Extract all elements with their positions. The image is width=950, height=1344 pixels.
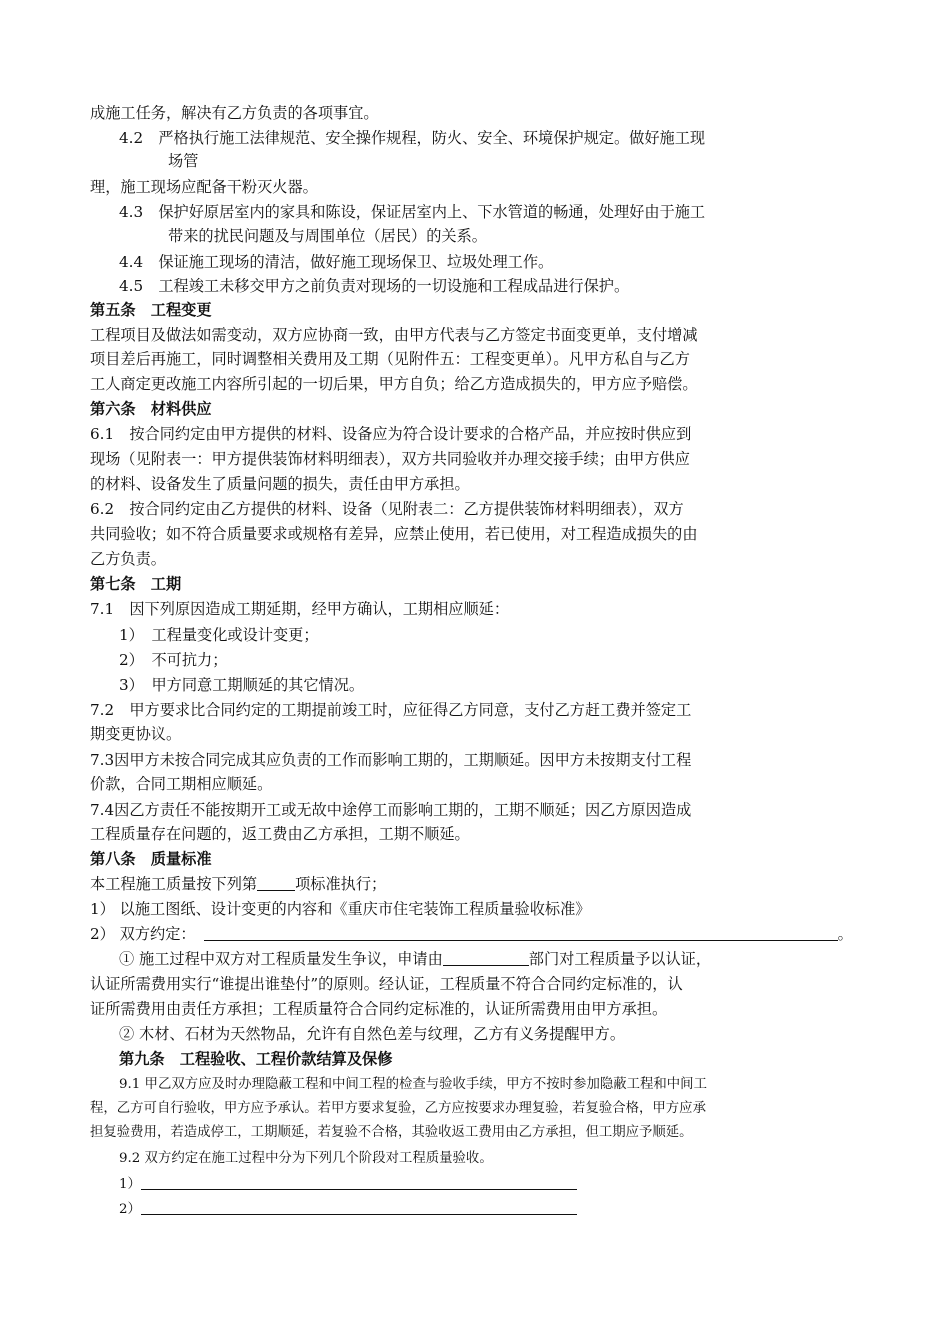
text-line: 工人商定更改施工内容所引起的一切后果，甲方自负；给乙方造成损失的，甲方应予赔偿。 [90, 375, 698, 393]
dispute-text-before: ① 施工过程中双方对工程质量发生争议，申请由 [119, 950, 443, 968]
text-line: 成施工任务，解决有乙方负责的各项事宜。 [90, 104, 379, 122]
clause-7-2: 7.2 甲方要求比合同约定的工期提前竣工时，应征得乙方同意，支付乙方赶工费并签定工 [90, 701, 692, 719]
clause-4-2-wrap: 场管 [168, 152, 199, 170]
text-line: 工程质量存在问题的，返工费由乙方承担，工期不顺延。 [90, 825, 470, 843]
clause-4-2: 4.2 严格执行施工法律规范、安全操作规程，防火、安全、环境保护规定。做好施工现 [119, 129, 706, 147]
stage-item [119, 1173, 889, 1196]
text-line: 程，乙方可自行验收，甲方应予承认。若甲方要求复验，乙方应按要求办理复验，若复验合格，甲方应承 [90, 1101, 706, 1116]
dispute-text-after: 部门对工程质量予以认证， [528, 950, 712, 968]
article-7-heading: 第七条 工期 [90, 575, 182, 593]
article-5-heading: 第五条 工程变更 [90, 301, 212, 319]
clause-4-3: 4.3 保护好原居室内的家具和陈设，保证居室内上、下水管道的畅通，处理好由于施工 [119, 203, 706, 221]
blank-field [204, 924, 838, 941]
text-line: 工程项目及做法如需变动，双方应协商一致，由甲方代表与乙方签定书面变更单，支付增减 [90, 326, 698, 344]
text-line: 期变更协议。 [90, 725, 182, 743]
quality-text-before: 本工程施工质量按下列第 [90, 875, 258, 893]
text-line: 认证所需费用实行“谁提出谁垫付”的原则。经认证，工程质量不符合合同约定标准的，认 [90, 975, 683, 993]
clause-4-5: 4.5 工程竣工未移交甲方之前负责对现场的一切设施和工程成品进行保护。 [119, 277, 630, 295]
clause-7-1: 7.1 因下列原因造成工期延期，经甲方确认，工期相应顺延： [90, 600, 510, 618]
text-line: 价款，合同工期相应顺延。 [90, 775, 273, 793]
blank-field [257, 874, 295, 891]
agreed-label: 2） 双方约定： [90, 925, 196, 943]
text-line: 项目差后再施工，同时调整相关费用及工期（见附件五：工程变更单）。凡甲方私自与乙方 [90, 350, 690, 368]
stage-item [119, 1198, 889, 1221]
text-line: 乙方负责。 [90, 550, 166, 568]
text-line: 理，施工现场应配备干粉灭火器。 [90, 178, 318, 196]
clause-6-1: 6.1 按合同约定由甲方提供的材料、设备应为符合设计要求的合格产品，并应按时供应到 [90, 425, 692, 443]
list-item: 2） 不可抗力； [119, 651, 228, 669]
blank-field [141, 1198, 577, 1215]
clause-9-1: 9.1 甲乙双方应及时办理隐蔽工程和中间工程的检查与验收手续，甲方不按时参加隐蔽工程和中间工 [119, 1077, 707, 1092]
clause-6-2: 6.2 按合同约定由乙方提供的材料、设备（见附表二：乙方提供装饰材料明细表），双方 [90, 500, 684, 518]
clause-4-4: 4.4 保证施工现场的清洁，做好施工现场保卫、垃圾处理工作。 [119, 253, 554, 271]
text-line: 共同验收；如不符合质量要求或规格有差异，应禁止使用，若已使用，对工程造成损失的由 [90, 525, 698, 543]
dispute-line [119, 947, 889, 971]
text-line: 的材料、设备发生了质量问题的损失，责任由甲方承担。 [90, 475, 470, 493]
agreed-end: 。 [837, 925, 853, 943]
stage-label: 2） [119, 1202, 141, 1217]
stage-label: 1） [119, 1177, 141, 1192]
text-line: 现场（见附表一：甲方提供装饰材料明细表），双方共同验收并办理交接手续；由甲方供应 [90, 450, 690, 468]
article-6-heading: 第六条 材料供应 [90, 400, 212, 418]
clause-9-2: 9.2 双方约定在施工过程中分为下列几个阶段对工程质量验收。 [119, 1151, 493, 1166]
blank-field [141, 1173, 577, 1190]
list-item: ② 木材、石材为天然物品，允许有自然色差与纹理，乙方有义务提醒甲方。 [119, 1025, 626, 1043]
article-8-heading: 第八条 质量标准 [90, 850, 212, 868]
agreed-line [90, 922, 860, 946]
quality-text-after: 项标准执行； [295, 875, 387, 893]
list-item: 3） 甲方同意工期顺延的其它情况。 [119, 676, 365, 694]
article-9-heading: 第九条 工程验收、工程价款结算及保修 [119, 1050, 393, 1068]
text-line: 担复验费用，若造成停工，工期顺延，若复验不合格，其验收返工费用由乙方承担，但工期应予顺延。 [90, 1125, 693, 1140]
clause-4-3-wrap: 带来的扰民问题及与周围单位（居民）的关系。 [168, 227, 487, 245]
clause-7-3: 7.3因甲方未按合同完成其应负责的工作而影响工期的，工期顺延。因甲方未按期支付工程 [90, 751, 692, 769]
quality-standard-line [90, 872, 860, 896]
list-item: 1） 以施工图纸、设计变更的内容和《重庆市住宅装饰工程质量验收标准》 [90, 900, 591, 918]
text-line: 证所需费用由责任方承担；工程质量符合合同约定标准的，认证所需费用由甲方承担。 [90, 1000, 668, 1018]
list-item: 1） 工程量变化或设计变更； [119, 626, 319, 644]
blank-field [443, 949, 529, 966]
clause-7-4: 7.4因乙方责任不能按期开工或无故中途停工而影响工期的，工期不顺延；因乙方原因造成 [90, 801, 692, 819]
